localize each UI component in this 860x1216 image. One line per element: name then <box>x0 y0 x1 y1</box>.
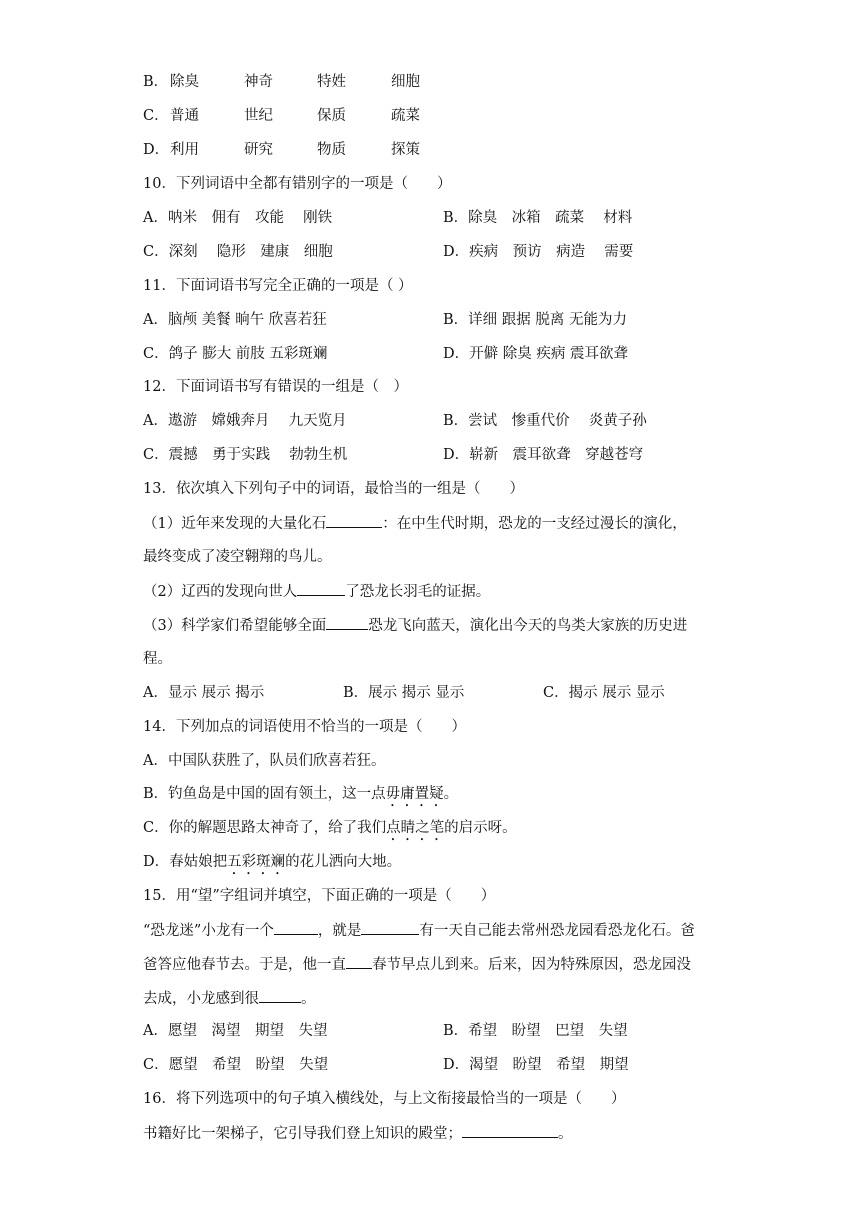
q15-option-c: C．愿望 希望 盼望 失望 <box>143 1057 329 1073</box>
q11-option-d: D．开僻 除臭 疾病 震耳欲聋 <box>443 346 628 362</box>
q15-option-a: A．愿望 渴望 期望 失望 <box>143 1023 328 1039</box>
question-15-passage-line3: 去成，小龙感到很 。 <box>143 988 316 1009</box>
question-13-sentence-1: （1）近年来发现的大量化石 ：在中生代时期，恐龙的一支经过漫长的演化， <box>143 513 687 534</box>
q13-option-a: A．显示 展示 揭示 <box>143 685 265 701</box>
fill-blank <box>326 513 382 528</box>
q12-option-c: C．震撼 勇于实践 勃勃生机 <box>143 447 348 463</box>
question-13-sentence-3-cont: 程。 <box>143 651 172 667</box>
fill-blank <box>259 988 301 1003</box>
fill-blank <box>361 920 419 935</box>
question-10-stem: 10．下列词语中全都有错别字的一项是（ ） <box>143 176 452 192</box>
question-13-sentence-3: （3）科学家们希望能够全面 恐龙飞向蓝天，演化出今天的鸟类大家族的历史进 <box>143 615 687 636</box>
fill-blank <box>274 920 318 935</box>
q11-option-a: A．脑颅 美餐 晌午 欣喜若狂 <box>143 312 327 328</box>
q14-option-d: D．春姑娘把五彩斑斓的花儿洒向大地。 <box>143 854 402 870</box>
dotted-phrase: 点睛之笔 <box>386 820 445 836</box>
q13-option-c: C．揭示 展示 显示 <box>543 685 665 701</box>
q10-option-a: A．呐米 佣有 攻能 刚铁 <box>143 210 333 226</box>
question-15-stem: 15．用“望”字组词并填空，下面正确的一项是（ ） <box>143 888 496 904</box>
q10-option-c: C．深刻 隐形 建康 细胞 <box>143 244 333 260</box>
dotted-phrase: 毋庸置疑 <box>385 786 444 802</box>
q11-option-b: B．详细 跟据 脱离 无能为力 <box>443 312 627 328</box>
q15-option-b: B．希望 盼望 巴望 失望 <box>443 1023 628 1039</box>
fill-blank <box>326 615 368 630</box>
question-14-stem: 14．下列加点的词语使用不恰当的一项是（ ） <box>143 719 466 735</box>
fill-blank <box>346 954 372 969</box>
q11-option-c: C．鸽子 膨大 前肢 五彩斑斓 <box>143 346 328 362</box>
q14-option-a: A．中国队获胜了，队员们欣喜若狂。 <box>143 753 386 769</box>
dotted-phrase: 五彩斑斓 <box>227 854 286 870</box>
question-13-stem: 13．依次填入下列句子中的词语，最恰当的一组是（ ） <box>143 481 524 497</box>
fill-blank <box>297 581 345 596</box>
question-13-sentence-2: （2）辽西的发现向世人 了恐龙长羽毛的证据。 <box>143 581 490 602</box>
fill-blank <box>462 1123 558 1138</box>
q10-option-d: D．疾病 预访 病造 需要 <box>443 244 634 260</box>
question-15-passage-line2: 爸答应他春节去。于是，他一直 春节早点儿到来。后来，因为特殊原因，恐龙园没 <box>143 954 691 975</box>
q13-option-b: B．展示 揭示 显示 <box>343 685 465 701</box>
q15-option-d: D．渴望 盼望 希望 期望 <box>443 1057 629 1073</box>
question-13-sentence-1-cont: 最终变成了凌空翱翔的鸟儿。 <box>143 549 332 565</box>
q12-option-d: D．崭新 震耳欲聋 穿越苍穹 <box>443 447 644 463</box>
q14-option-b: B．钓鱼岛是中国的固有领土，这一点毋庸置疑。 <box>143 786 459 802</box>
q14-option-c: C．你的解题思路太神奇了，给了我们点睛之笔的启示呀。 <box>143 820 517 836</box>
question-16-stem: 16．将下列选项中的句子填入横线处，与上文衔接最恰当的一项是（ ） <box>143 1091 626 1107</box>
question-12-stem: 12．下面词语书写有错误的一组是（ ） <box>143 379 408 395</box>
q12-option-b: B．尝试 惨重代价 炎黄子孙 <box>443 413 647 429</box>
question-16-sentence: 书籍好比一架梯子，它引导我们登上知识的殿堂； 。 <box>143 1123 573 1144</box>
question-15-passage-line1: “恐龙迷”小龙有一个 ，就是 有一天自己能去常州恐龙园看恐龙化石。爸 <box>143 920 695 941</box>
q10-option-b: B．除臭 冰箱 疏菜 材料 <box>443 210 633 226</box>
question-11-stem: 11．下面词语书写完全正确的一项是（ ） <box>143 278 413 294</box>
q12-option-a: A．遨游 嫦娥奔月 九天览月 <box>143 413 347 429</box>
